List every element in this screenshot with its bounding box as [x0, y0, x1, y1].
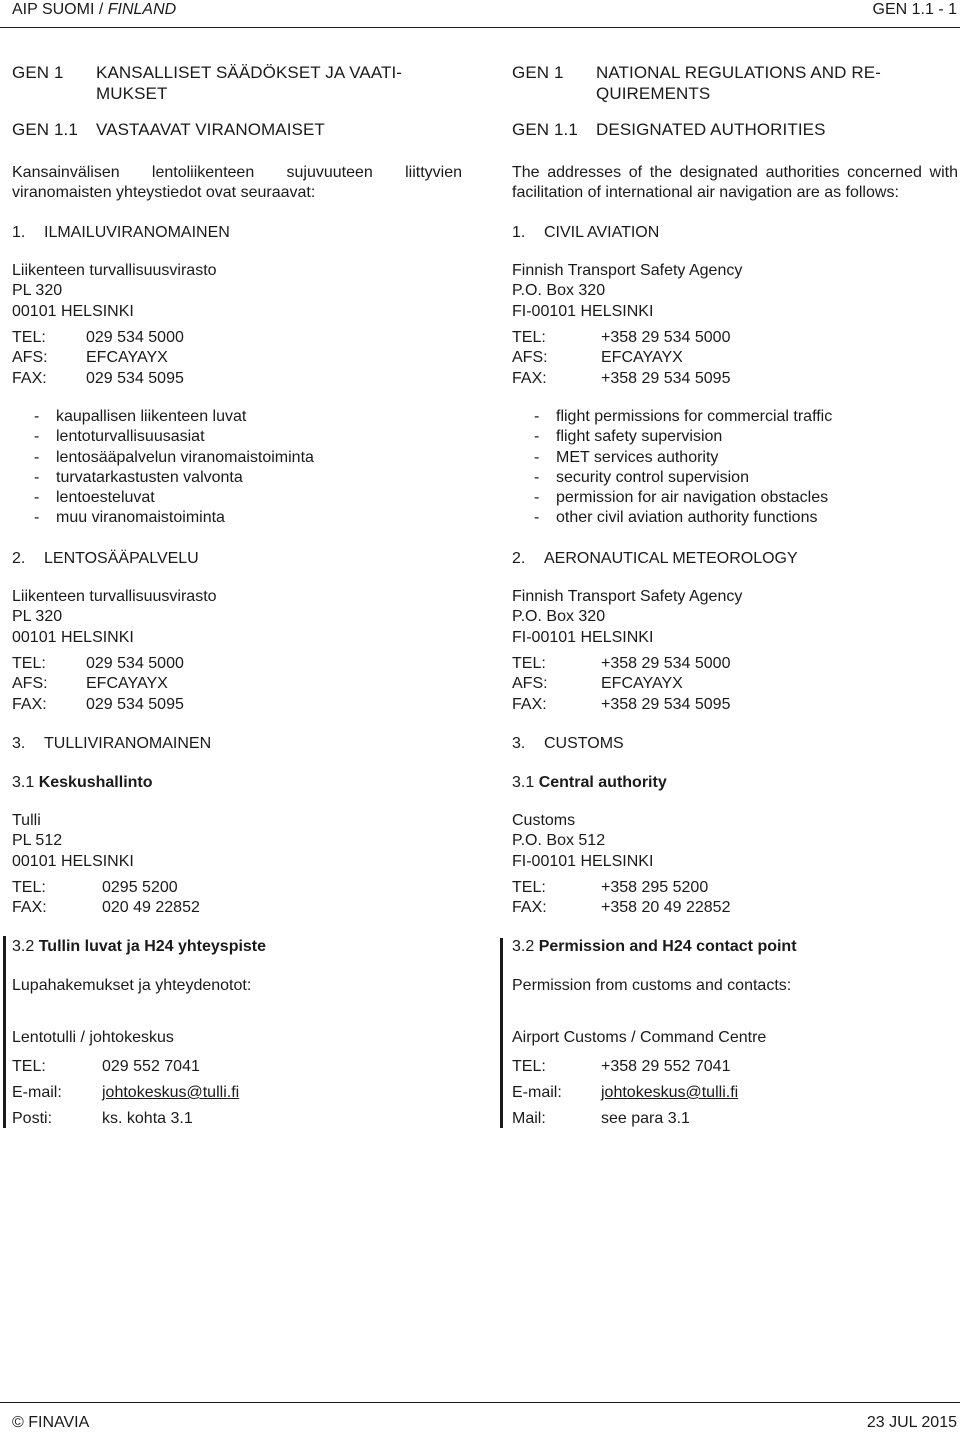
column-english	[512, 0, 960, 1400]
intro-text: Kansainvälisen lentoliikenteen sujuvuuteen liittyvien viranomaisten yhteystiedot ovat seuraavat:	[12, 164, 462, 202]
contact-row: FAX: 029 534 5095	[12, 695, 184, 713]
list-item: - lentosääpalvelun viranomaistoiminta	[34, 448, 314, 466]
section-1-contacts	[12, 328, 312, 389]
contact-row: TEL: +358 29 534 5000	[512, 329, 731, 346]
subsection-3-1-heading: 3.1 Central authority	[512, 774, 667, 791]
contact-point-details	[12, 1054, 312, 1132]
change-bar	[3, 936, 6, 1128]
section-3-heading: 3. CUSTOMS	[512, 735, 624, 752]
change-bar	[500, 938, 503, 1128]
section-3-heading: 3. TULLIVIRANOMAINEN	[12, 735, 212, 752]
footer-date: 23 JUL 2015	[866, 1414, 957, 1431]
section-2-heading: 2. LENTOSÄÄPALVELU	[12, 550, 199, 567]
section-3-address: Tulli PL 512 00101 HELSINKI	[12, 812, 134, 870]
gen1-number: GEN 1	[12, 63, 64, 82]
section-3-contacts	[512, 878, 812, 919]
contact-row: E-mail: johtokeskus@tulli.fi	[512, 1080, 812, 1106]
header-country: FINLAND	[107, 1, 177, 18]
contact-point-name: Airport Customs / Command Centre	[512, 1029, 767, 1046]
contact-row: TEL: +358 29 552 7041	[512, 1058, 731, 1075]
gen11-number: GEN 1.1	[512, 120, 578, 139]
permission-text: Lupahakemukset ja yhteydenotot:	[12, 977, 252, 994]
contact-row: TEL: 029 534 5000	[12, 329, 184, 346]
contact-row: AFS: EFCAYAYX	[12, 349, 168, 367]
contact-point-name: Lentotulli / johtokeskus	[12, 1029, 174, 1046]
subsection-3-2-heading: 3.2 Tullin luvat ja H24 yhteyspiste	[12, 938, 267, 955]
list-item: - muu viranomaistoiminta	[34, 509, 225, 527]
contact-row: FAX: 029 534 5095	[12, 369, 184, 387]
list-item: - turvatarkastusten valvonta	[34, 468, 243, 486]
footer-copyright: © FINAVIA	[12, 1414, 90, 1431]
contact-row: FAX: 020 49 22852	[12, 899, 200, 917]
gen11-number: GEN 1.1	[12, 120, 78, 139]
gen11-title: VASTAAVAT VIRANOMAISET	[96, 120, 325, 139]
list-item: - other civil aviation authority functions	[534, 509, 818, 527]
section-2-address: Liikenteen turvallisuusvirasto PL 320 00101 HELSINKI	[12, 588, 217, 646]
list-item: - permission for air navigation obstacles	[534, 489, 829, 507]
gen1-number: GEN 1	[512, 63, 564, 82]
list-item: - MET services authority	[534, 448, 719, 466]
gen1-title: KANSALLISET SÄÄDÖKSET JA VAATI- MUKSET	[96, 63, 403, 103]
list-item: - lentoturvallisuusasiat	[34, 428, 205, 446]
gen11-heading	[12, 119, 325, 140]
contact-row: AFS: EFCAYAYX	[512, 349, 683, 367]
permission-text: Permission from customs and contacts:	[512, 977, 792, 994]
section-2-heading: 2. AERONAUTICAL METEOROLOGY	[512, 550, 798, 567]
section-2-contacts	[12, 654, 312, 715]
contact-row: FAX: +358 29 534 5095	[512, 695, 731, 713]
contact-row: Posti: ks. kohta 3.1	[12, 1110, 193, 1127]
subsection-3-1-heading: 3.1 Keskushallinto	[12, 774, 153, 791]
section-2-contacts	[512, 654, 812, 715]
email-link[interactable]: johtokeskus@tulli.fi	[601, 1084, 739, 1101]
contact-row: TEL: +358 295 5200	[512, 879, 709, 896]
list-item: - lentoesteluvat	[34, 489, 155, 507]
contact-row: TEL: 029 534 5000	[12, 655, 184, 672]
contact-row: TEL: 0295 5200	[12, 879, 178, 896]
section-1-list	[512, 407, 952, 529]
contact-row: E-mail: johtokeskus@tulli.fi	[12, 1080, 312, 1106]
section-1-heading: 1. CIVIL AVIATION	[512, 224, 660, 241]
contact-row: FAX: +358 20 49 22852	[512, 899, 731, 917]
list-item: - security control supervision	[534, 468, 749, 486]
list-item: - kaupallisen liikenteen luvat	[34, 408, 247, 425]
section-1-address: Liikenteen turvallisuusvirasto PL 320 00101 HELSINKI	[12, 262, 217, 320]
contact-row: Mail: see para 3.1	[512, 1110, 690, 1127]
section-2-address: Finnish Transport Safety Agency P.O. Box 320 FI-00101 HELSINKI	[512, 588, 743, 646]
gen1-title: NATIONAL REGULATIONS AND RE- QUIREMENTS	[596, 63, 881, 103]
section-3-contacts	[12, 878, 312, 919]
list-item: - flight safety supervision	[534, 428, 723, 446]
subsection-3-2-heading: 3.2 Permission and H24 contact point	[512, 938, 797, 955]
contact-row: TEL: +358 29 534 5000	[512, 655, 731, 672]
section-1-contacts	[512, 328, 812, 389]
contact-row: TEL: 029 552 7041	[12, 1058, 200, 1075]
intro-text: The addresses of the designated authorities concerned with facilitation of international air navigation are as follows:	[512, 164, 958, 202]
section-3-address: Customs P.O. Box 512 FI-00101 HELSINKI	[512, 812, 654, 870]
gen1-heading	[12, 62, 403, 103]
page-number: GEN 1.1 - 1	[872, 1, 957, 18]
list-item: - flight permissions for commercial traffic	[534, 408, 833, 425]
gen11-heading	[512, 119, 826, 140]
email-link[interactable]: johtokeskus@tulli.fi	[102, 1084, 240, 1101]
contact-point-details	[512, 1054, 812, 1132]
column-finnish	[12, 0, 462, 1400]
header-publication: AIP SUOMI /	[12, 1, 108, 18]
contact-row: FAX: +358 29 534 5095	[512, 369, 731, 387]
section-1-address: Finnish Transport Safety Agency P.O. Box 320 FI-00101 HELSINKI	[512, 262, 743, 320]
contact-row: AFS: EFCAYAYX	[12, 675, 168, 693]
section-1-list	[12, 407, 452, 529]
gen1-heading	[512, 62, 881, 103]
footer-rule	[0, 1402, 960, 1403]
gen11-title: DESIGNATED AUTHORITIES	[596, 120, 826, 139]
contact-row: AFS: EFCAYAYX	[512, 675, 683, 693]
section-1-heading: 1. ILMAILUVIRANOMAINEN	[12, 224, 230, 241]
